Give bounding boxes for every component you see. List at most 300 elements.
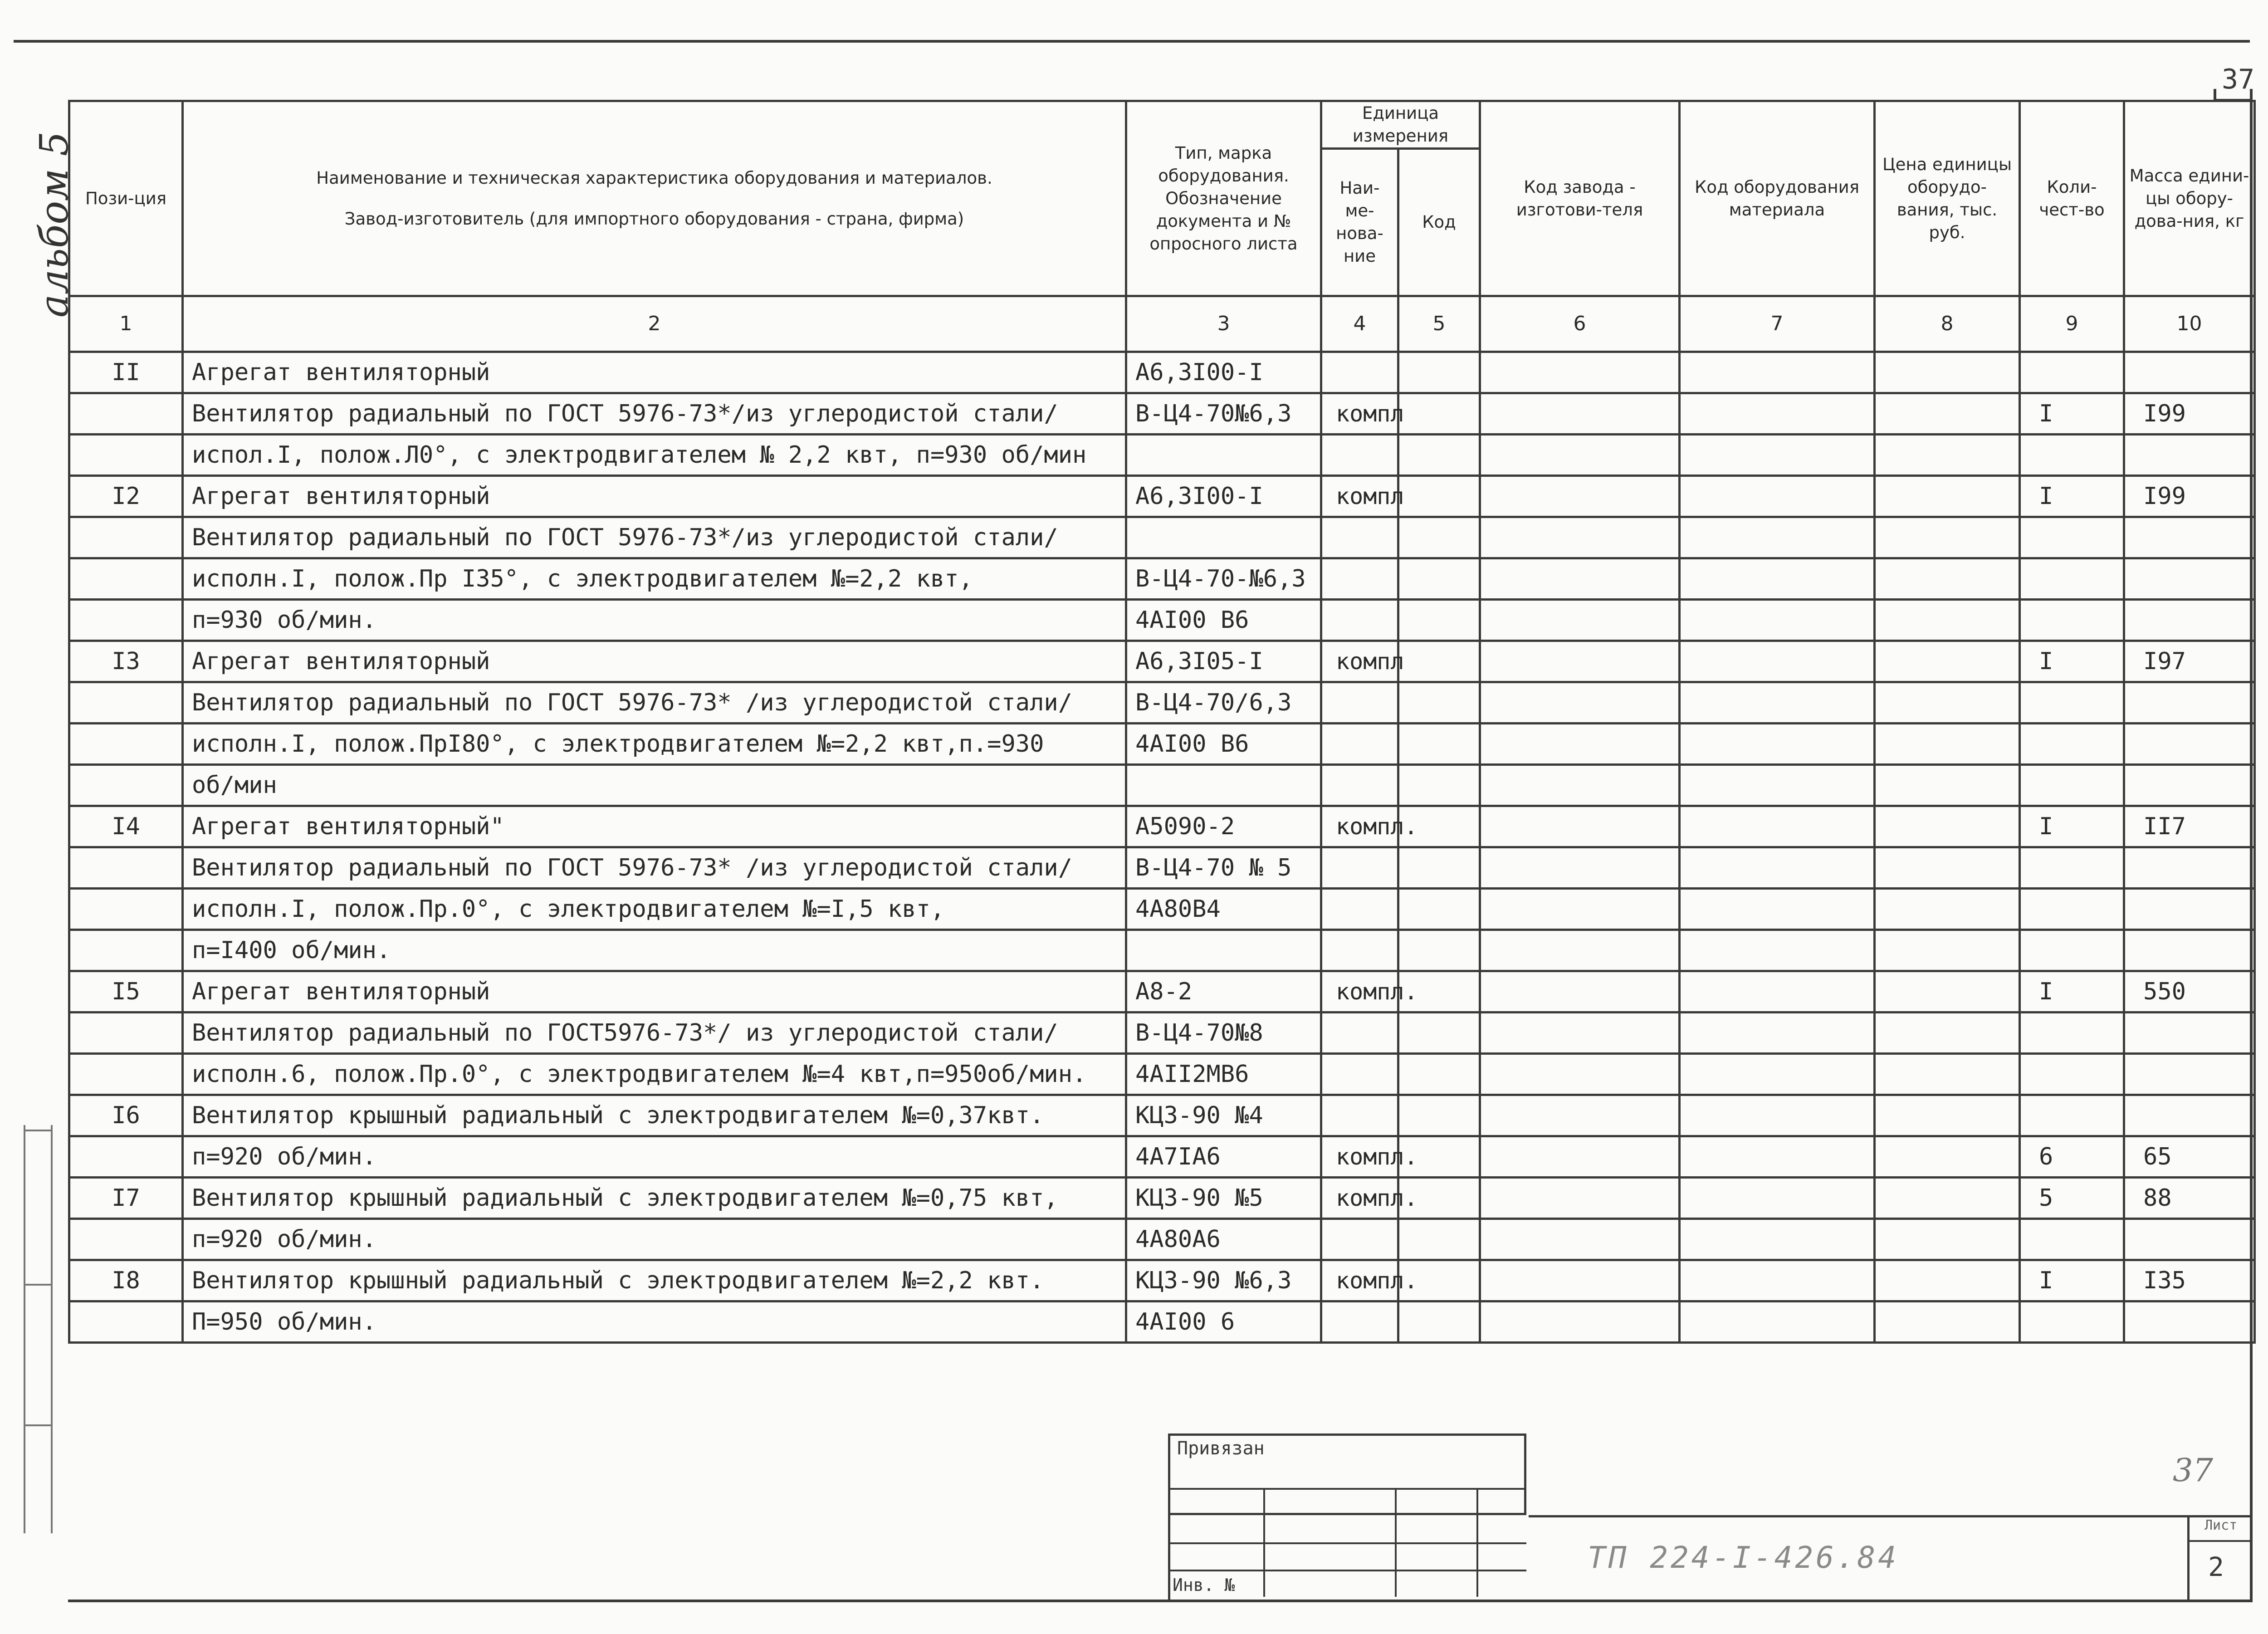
cell-factory-code [1480,1013,1680,1054]
cell-unit [1321,930,1398,971]
cell-pos: I2 [69,476,183,517]
cell-name: исполн.I, полож.ПрI80°, с электродвигателем №=2,2 квт,п.=930 [183,724,1126,765]
cell-factory-code [1480,930,1680,971]
bottom-border-line [68,1600,2253,1602]
cell-type: 4А7IА6 [1126,1136,1321,1178]
cell-pos [69,765,183,806]
cell-mass: 65 [2124,1136,2255,1178]
cell-unit: компл. [1321,806,1398,847]
cell-type [1126,930,1321,971]
header-name-line1: Наименование и техническая характеристика оборудования и материалов. [316,168,992,188]
cell-mass [2124,1095,2255,1136]
sheet-cell-divider [2187,1540,2253,1542]
table-row [69,1219,2255,1260]
cell-pos [69,1301,183,1343]
cell-name: об/мин [183,765,1126,806]
cell-price [1875,765,2020,806]
cell-qty: I [2020,806,2124,847]
cell-mass: I99 [2124,393,2255,435]
stamp-sheet-number: 2 [2208,1551,2224,1582]
cell-name: п=920 об/мин. [183,1219,1126,1260]
cell-type: 4АI00 В6 [1126,600,1321,641]
header-factory-code: Код завода - изготови-теля [1480,101,1680,296]
table-row [69,971,2255,1013]
cell-type: В-Ц4-70№6,3 [1126,393,1321,435]
stamp-line-1 [1168,1488,1526,1490]
cell-type: 4АII2МВ6 [1126,1054,1321,1095]
cell-pos: I8 [69,1260,183,1301]
cell-mass [2124,847,2255,889]
cell-price [1875,1178,2020,1219]
cell-price [1875,1136,2020,1178]
cell-unit-code [1398,476,1480,517]
cell-mass: I99 [2124,476,2255,517]
table-row [69,1095,2255,1136]
table-row [69,1054,2255,1095]
cell-unit [1321,889,1398,930]
cell-name: Агрегат вентиляторный" [183,806,1126,847]
cell-price [1875,1219,2020,1260]
cell-qty [2020,889,2124,930]
cell-unit [1321,1219,1398,1260]
cell-factory-code [1480,435,1680,476]
cell-price [1875,558,2020,600]
cell-qty [2020,435,2124,476]
binding-mark-3 [24,1424,53,1426]
side-label-text: альбом 5 [32,131,77,318]
cell-price [1875,889,2020,930]
cell-pos: I5 [69,971,183,1013]
cell-equipment-code [1680,682,1875,724]
header-name-line2: Завод-изготовитель (для импортного оборудования - страна, фирма) [344,209,964,229]
handwritten-corner-mark: 37 [2173,1452,2214,1489]
cell-qty [2020,724,2124,765]
cell-factory-code [1480,1136,1680,1178]
cell-equipment-code [1680,971,1875,1013]
cell-unit [1321,517,1398,558]
cell-unit [1321,435,1398,476]
stamp-bound-label: Привязан [1177,1438,1265,1459]
cell-type: КЦ3-90 №5 [1126,1178,1321,1219]
cell-qty [2020,1095,2124,1136]
column-number-1: 1 [69,296,183,352]
cell-type: А6,3I00-I [1126,352,1321,393]
cell-qty [2020,1301,2124,1343]
cell-price [1875,930,2020,971]
stamp-document-number: ТП 224-I-426.84 [1588,1540,1899,1575]
cell-price [1875,1054,2020,1095]
stamp-top-right-line [1529,1515,2253,1517]
table-row [69,517,2255,558]
cell-price [1875,517,2020,558]
cell-factory-code [1480,600,1680,641]
cell-qty [2020,1013,2124,1054]
cell-equipment-code [1680,1178,1875,1219]
table-row [69,435,2255,476]
column-number-6: 6 [1480,296,1680,352]
cell-equipment-code [1680,724,1875,765]
table-row [69,641,2255,682]
cell-type: В-Ц4-70-№6,3 [1126,558,1321,600]
cell-unit-code [1398,889,1480,930]
column-number-10: 10 [2124,296,2255,352]
table-row [69,930,2255,971]
header-price: Цена единицы оборудо-вания, тыс. руб. [1875,101,2020,296]
table-row [69,765,2255,806]
cell-unit [1321,1095,1398,1136]
cell-unit [1321,352,1398,393]
cell-price [1875,352,2020,393]
cell-factory-code [1480,971,1680,1013]
cell-factory-code [1480,806,1680,847]
cell-price [1875,476,2020,517]
cell-unit: компл [1321,476,1398,517]
cell-name: исполн.6, полож.Пр.0°, с электродвигателем №=4 квт,п=950об/мин. [183,1054,1126,1095]
cell-name: Вентилятор радиальный по ГОСТ 5976-73* /из углеродистой стали/ [183,682,1126,724]
cell-unit-code [1398,435,1480,476]
cell-price [1875,641,2020,682]
cell-pos: I7 [69,1178,183,1219]
column-number-8: 8 [1875,296,2020,352]
cell-unit-code [1398,765,1480,806]
binding-line-2 [51,1125,53,1533]
cell-equipment-code [1680,1136,1875,1178]
cell-name: исполн.I, полож.Пр.0°, с электродвигателем №=I,5 квт, [183,889,1126,930]
cell-qty [2020,517,2124,558]
cell-price [1875,1013,2020,1054]
cell-equipment-code [1680,517,1875,558]
cell-mass [2124,1054,2255,1095]
cell-equipment-code [1680,558,1875,600]
stamp-sheet-label: Лист [2204,1517,2238,1533]
cell-qty [2020,847,2124,889]
table-row [69,393,2255,435]
cell-equipment-code [1680,1095,1875,1136]
cell-factory-code [1480,393,1680,435]
cell-unit-code [1398,393,1480,435]
cell-price [1875,682,2020,724]
cell-type: В-Ц4-70№8 [1126,1013,1321,1054]
cell-mass: II7 [2124,806,2255,847]
header-unit: Единица измерения [1321,101,1480,149]
cell-pos [69,558,183,600]
cell-mass [2124,435,2255,476]
cell-equipment-code [1680,1219,1875,1260]
cell-type: 4А80А6 [1126,1219,1321,1260]
cell-pos [69,724,183,765]
cell-qty: I [2020,393,2124,435]
cell-unit [1321,600,1398,641]
cell-factory-code [1480,476,1680,517]
cell-factory-code [1480,724,1680,765]
cell-pos [69,1219,183,1260]
cell-qty [2020,1219,2124,1260]
cell-unit: компл. [1321,971,1398,1013]
cell-pos: II [69,352,183,393]
table-row [69,724,2255,765]
stamp-vline-left [1168,1515,1170,1600]
cell-type: В-Ц4-70 № 5 [1126,847,1321,889]
cell-name: п=I400 об/мин. [183,930,1126,971]
cell-mass [2124,1013,2255,1054]
cell-pos [69,600,183,641]
cell-equipment-code [1680,1260,1875,1301]
cell-name: П=950 об/мин. [183,1301,1126,1343]
cell-qty: 6 [2020,1136,2124,1178]
column-number-2: 2 [183,296,1126,352]
header-equipment-code: Код оборудования материала [1680,101,1875,296]
binding-mark-2 [24,1284,53,1286]
cell-factory-code [1480,889,1680,930]
cell-equipment-code [1680,476,1875,517]
cell-mass [2124,765,2255,806]
cell-pos [69,517,183,558]
cell-type [1126,765,1321,806]
cell-qty [2020,1054,2124,1095]
cell-name: п=930 об/мин. [183,600,1126,641]
header-type: Тип, марка оборудования. Обозначение документа и № опросного листа [1126,101,1321,296]
cell-qty [2020,765,2124,806]
cell-qty [2020,600,2124,641]
cell-qty [2020,558,2124,600]
cell-type: КЦ3-90 №6,3 [1126,1260,1321,1301]
cell-equipment-code [1680,889,1875,930]
cell-equipment-code [1680,352,1875,393]
cell-name: Вентилятор крышный радиальный с электродвигателем №=0,37квт. [183,1095,1126,1136]
cell-type: 4А80В4 [1126,889,1321,930]
cell-price [1875,435,2020,476]
cell-unit-code [1398,600,1480,641]
column-number-7: 7 [1680,296,1875,352]
binding-line-1 [24,1125,25,1533]
cell-factory-code [1480,558,1680,600]
header-position: Пози-ция [69,101,183,296]
cell-mass: I97 [2124,641,2255,682]
cell-equipment-code [1680,1054,1875,1095]
cell-unit: компл. [1321,1136,1398,1178]
cell-factory-code [1480,641,1680,682]
cell-name: Агрегат вентиляторный [183,641,1126,682]
column-number-3: 3 [1126,296,1321,352]
table-row [69,806,2255,847]
cell-unit-code [1398,641,1480,682]
cell-equipment-code [1680,600,1875,641]
cell-unit [1321,1054,1398,1095]
cell-price [1875,1260,2020,1301]
cell-type: А5090-2 [1126,806,1321,847]
header-unit-name: Наи-ме-нова-ние [1321,149,1398,296]
cell-factory-code [1480,765,1680,806]
cell-equipment-code [1680,765,1875,806]
cell-price [1875,847,2020,889]
cell-type: 4АI00 В6 [1126,724,1321,765]
binding-mark-1 [24,1130,53,1131]
cell-unit-code [1398,1219,1480,1260]
cell-mass [2124,682,2255,724]
cell-price [1875,1095,2020,1136]
cell-factory-code [1480,847,1680,889]
stamp-line-3 [1168,1570,1526,1571]
cell-name: Агрегат вентиляторный [183,476,1126,517]
cell-factory-code [1480,1260,1680,1301]
cell-pos: I4 [69,806,183,847]
cell-price [1875,806,2020,847]
cell-price [1875,600,2020,641]
top-border-line [14,40,2250,43]
cell-equipment-code [1680,806,1875,847]
cell-qty [2020,682,2124,724]
cell-factory-code [1480,1054,1680,1095]
cell-price [1875,724,2020,765]
cell-mass [2124,1219,2255,1260]
table-row [69,1013,2255,1054]
cell-mass [2124,352,2255,393]
cell-name: Вентилятор крышный радиальный с электродвигателем №=0,75 квт, [183,1178,1126,1219]
cell-mass [2124,724,2255,765]
cell-factory-code [1480,352,1680,393]
cell-qty: 5 [2020,1178,2124,1219]
cell-unit-code [1398,682,1480,724]
cell-factory-code [1480,682,1680,724]
cell-pos: I6 [69,1095,183,1136]
cell-pos [69,930,183,971]
cell-unit-code [1398,1013,1480,1054]
table-row [69,1301,2255,1343]
cell-unit [1321,765,1398,806]
cell-unit-code [1398,1054,1480,1095]
cell-mass: 550 [2124,971,2255,1013]
cell-pos: I3 [69,641,183,682]
cell-name: Вентилятор крышный радиальный с электродвигателем №=2,2 квт. [183,1260,1126,1301]
cell-type [1126,517,1321,558]
cell-price [1875,393,2020,435]
cell-equipment-code [1680,1013,1875,1054]
cell-qty: I [2020,971,2124,1013]
cell-unit: компл. [1321,1260,1398,1301]
header-quantity: Коли-чест-во [2020,101,2124,296]
cell-name: Вентилятор радиальный по ГОСТ5976-73*/ из углеродистой стали/ [183,1013,1126,1054]
table-row [69,1136,2255,1178]
cell-qty [2020,930,2124,971]
cell-equipment-code [1680,641,1875,682]
table-row [69,682,2255,724]
cell-mass [2124,930,2255,971]
cell-equipment-code [1680,435,1875,476]
cell-equipment-code [1680,847,1875,889]
cell-equipment-code [1680,393,1875,435]
cell-type: А6,3I00-I [1126,476,1321,517]
cell-unit: компл. [1321,1178,1398,1219]
cell-unit-code [1398,1301,1480,1343]
cell-pos [69,1054,183,1095]
cell-factory-code [1480,1178,1680,1219]
cell-unit: компл [1321,393,1398,435]
table-row [69,476,2255,517]
column-number-9: 9 [2020,296,2124,352]
cell-unit [1321,1013,1398,1054]
table-row [69,889,2255,930]
header-mass: Масса едини-цы обору-дова-ния, кг [2124,101,2255,296]
cell-price [1875,971,2020,1013]
stamp-inv-label: Инв. № [1173,1575,1235,1595]
table-row [69,1260,2255,1301]
cell-factory-code [1480,1095,1680,1136]
table-row [69,558,2255,600]
cell-pos [69,435,183,476]
cell-name: Вентилятор радиальный по ГОСТ 5976-73*/из углеродистой стали/ [183,393,1126,435]
cell-price [1875,1301,2020,1343]
table-row [69,352,2255,393]
column-number-5: 5 [1398,296,1480,352]
cell-type: В-Ц4-70/6,3 [1126,682,1321,724]
cell-mass: 88 [2124,1178,2255,1219]
cell-qty [2020,352,2124,393]
cell-unit: компл [1321,641,1398,682]
cell-equipment-code [1680,1301,1875,1343]
cell-name: испол.I, полож.Л0°, с электродвигателем № 2,2 квт, п=930 об/мин [183,435,1126,476]
header-name [183,101,1126,296]
cell-type: А6,3I05-I [1126,641,1321,682]
table-body [69,352,2255,1343]
cell-qty: I [2020,641,2124,682]
cell-pos [69,1136,183,1178]
cell-type: 4АI00 6 [1126,1301,1321,1343]
cell-pos [69,847,183,889]
cell-unit-code [1398,724,1480,765]
cell-mass [2124,1301,2255,1343]
cell-pos [69,1013,183,1054]
cell-mass [2124,558,2255,600]
cell-unit [1321,558,1398,600]
stamp-line-2 [1168,1542,1526,1544]
cell-pos [69,682,183,724]
cell-factory-code [1480,1219,1680,1260]
cell-name: п=920 об/мин. [183,1136,1126,1178]
page-number: 37 [2222,64,2255,95]
table-row [69,600,2255,641]
cell-unit-code [1398,558,1480,600]
cell-type: А8-2 [1126,971,1321,1013]
cell-unit-code [1398,517,1480,558]
cell-unit-code [1398,352,1480,393]
stamp-block [1168,1433,1531,1600]
cell-unit-code [1398,1095,1480,1136]
cell-factory-code [1480,1301,1680,1343]
cell-type: КЦ3-90 №4 [1126,1095,1321,1136]
equipment-specification-table [68,100,2256,1344]
cell-mass [2124,517,2255,558]
cell-name: Вентилятор радиальный по ГОСТ 5976-73*/из углеродистой стали/ [183,517,1126,558]
cell-name: Вентилятор радиальный по ГОСТ 5976-73* /из углеродистой стали/ [183,847,1126,889]
cell-factory-code [1480,517,1680,558]
cell-name: Агрегат вентиляторный [183,971,1126,1013]
table-row [69,1178,2255,1219]
cell-unit-code [1398,847,1480,889]
column-number-4: 4 [1321,296,1398,352]
cell-unit [1321,724,1398,765]
table-row [69,847,2255,889]
cell-type [1126,435,1321,476]
cell-pos [69,889,183,930]
cell-unit-code [1398,930,1480,971]
cell-qty: I [2020,1260,2124,1301]
cell-unit [1321,847,1398,889]
cell-pos [69,393,183,435]
cell-name: исполн.I, полож.Пр I35°, с электродвигателем №=2,2 квт, [183,558,1126,600]
cell-mass: I35 [2124,1260,2255,1301]
cell-mass [2124,889,2255,930]
cell-unit [1321,682,1398,724]
